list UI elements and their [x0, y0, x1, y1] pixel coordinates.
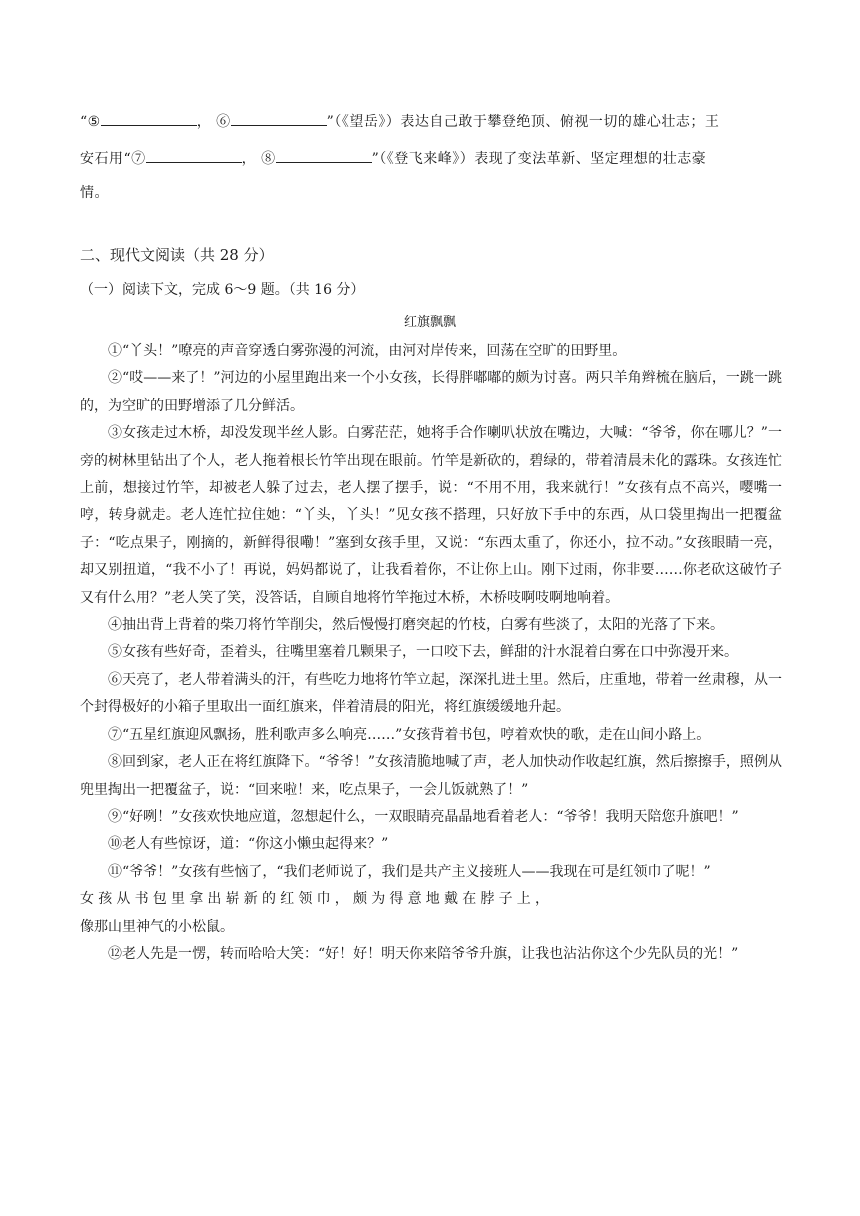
- section-title: 二、现代文阅读（共 28 分）: [80, 246, 274, 264]
- answer-blank-8[interactable]: [276, 148, 372, 163]
- article-paragraph-continued: 女孩从书包里拿出崭新的红领巾，颇为得意地戴在脖子上，: [80, 891, 554, 908]
- article-title: 红旗飘飘: [403, 315, 456, 330]
- answer-blank-7[interactable]: [146, 148, 242, 163]
- article-paragraph: ⑦“五星红旗迎风飘扬，胜利歌声多么响亮……”女孩背着书包，哼着欢快的歌，走在山间小路上。: [108, 726, 711, 743]
- article-body: [80, 338, 782, 968]
- section-subtitle: （一）阅读下文，完成 6～9 题。（共 16 分）: [80, 282, 365, 298]
- fill-in-text: 安石用“⑦: [80, 151, 146, 167]
- fill-in-line-2: [80, 141, 780, 177]
- fill-in-line-1: [80, 104, 780, 140]
- fill-in-text: ， ⑥: [196, 114, 231, 130]
- article-paragraph: ⑥天亮了，老人带着满头的汗，有些吃力地将竹竿立起，深深扎进土里。然后，庄重地，带着一丝肃穆，从一个封得极好的小箱子里取出一面红旗来，伴着清晨的阳光，将红旗缓缓地升起。: [80, 671, 782, 716]
- article-paragraph: ⑤女孩有些好奇，歪着头，往嘴里塞着几颗果子，一口咬下去，鲜甜的汁水混着白雾在口中弥漫开来。: [108, 644, 738, 661]
- article-paragraph: ①“丫头！”嘹亮的声音穿透白雾弥漫的河流，由河对岸传来，回荡在空旷的田野里。: [108, 343, 627, 359]
- article-paragraph: ④抽出背上背着的柴刀将竹竿削尖，然后慢慢打磨突起的竹枝，白雾有些淡了，太阳的光落了下来。: [108, 617, 724, 634]
- article-paragraph: ⑨“好咧！”女孩欢快地应道，忽想起什么，一双眼睛亮晶晶地看着老人：“爷爷！我明天陪您升旗吧！”: [108, 808, 739, 825]
- fill-in-line-3: [80, 175, 780, 211]
- fill-in-text: ， ⑧: [241, 151, 276, 167]
- article-paragraph: ⑧回到家，老人正在将红旗降下。“爷爷！”女孩清脆地喊了声，老人加快动作收起红旗，然后擦擦手，照例从兜里掏出一把覆盆子，说：“回来啦！来，吃点果子，一会儿饭就熟了！”: [80, 754, 782, 798]
- article-paragraph: ⑩老人有些惊讶，道：“你这小懒虫起得来？”: [108, 836, 389, 853]
- article-paragraph-continued: 像那山里神气的小松鼠。: [80, 918, 234, 935]
- fill-in-text: ”（《登飞来峰》）表现了变法革新、坚定理想的壮志豪: [371, 151, 707, 167]
- fill-in-text: “⑤: [80, 114, 101, 130]
- fill-in-text: 情。: [80, 185, 109, 201]
- fill-in-text: ”（《望岳》）表达自己敢于攀登绝顶、俯视一切的雄心壮志；王: [326, 114, 720, 130]
- article-paragraph: ⑫老人先是一愣，转而哈哈大笑：“好！好！明天你来陪爷爷升旗，让我也沾沾你这个少先队员的光！”: [108, 945, 739, 962]
- article-paragraph: ②“哎——来了！”河边的小屋里跑出来一个小女孩，长得胖嘟嘟的颇为讨喜。两只羊角辫梳在脑后，一跳一跳的，为空旷的田野增添了几分鲜活。: [80, 370, 782, 414]
- answer-blank-5[interactable]: [101, 111, 197, 126]
- answer-blank-6[interactable]: [231, 111, 327, 126]
- article-paragraph: ③女孩走过木桥，却没发现半丝人影。白雾茫茫，她将手合作喇叭状放在嘴边，大喊：“爷爷，你在哪儿？”一旁的树林里钻出了个人，老人拖着根长竹竿出现在眼前。竹竿是新砍的，碧绿的，带着清晨未化的露珠。女孩连忙上前，想接过竹竿，却被老人躲了过去，老人摆了摆手，说：“不用不用，我来就行！”女孩有点不高兴，嘤嘴一哼，转身就走。老人连忙拉住她：“丫头，丫头！”见女孩不搭理，只好放下手中的东西，从口袋里掏出一把覆盆子：“吃点果子，刚摘的，新鲜得很嘞！”塞到女孩手里，又说：“东西太重了，你还小，拉不动。”女孩眼睛一亮，却又别扭道，“我不小了！再说，妈妈都说了，让我看着你，不让你上山。刚下过雨，你非要……你老砍这破竹子又有什么用？”老人笑了笑，没答话，自顾自地将竹竿拖过木桥，木桥吱啊吱啊地响着。: [80, 425, 782, 606]
- article-paragraph: ⑪“爷爷！”女孩有些恼了，“我们老师说了，我们是共产主义接班人——我现在可是红领巾了呢！”: [108, 863, 711, 880]
